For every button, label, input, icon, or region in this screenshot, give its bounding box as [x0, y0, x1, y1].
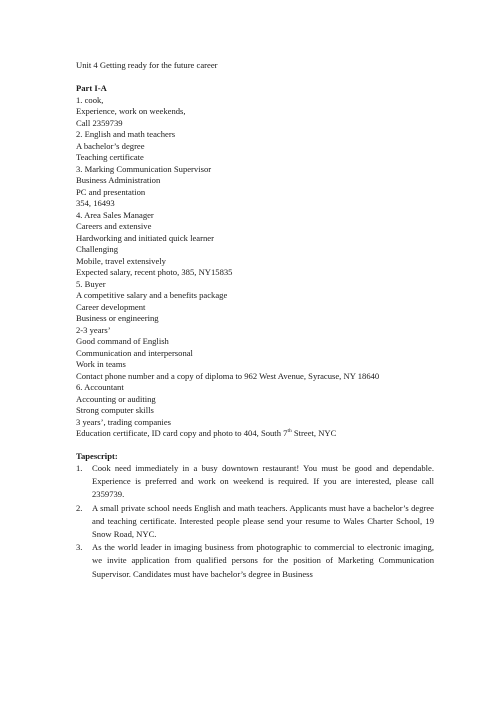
answer-line: 6. Accountant [76, 382, 124, 392]
document-title: Unit 4 Getting ready for the future career [76, 60, 218, 70]
tapescript-heading: Tapescript: [76, 450, 118, 461]
part-heading: Part I-A [76, 83, 107, 93]
answer-line: Hardworking and initiated quick learner [76, 232, 214, 243]
answer-line: PC and presentation [76, 186, 146, 197]
spacer [76, 72, 434, 84]
answer-line: Mobile, travel extensively [76, 255, 166, 266]
answer-line: 3. Marking Communication Supervisor [76, 163, 212, 174]
tapescript-text: As the world leader in imaging business from photographic to commercial to electronic imaging, we invite application from qualified persons for the position of Marketing Communication Supervisor. Candidates must have bachelor’s degree in Business [92, 542, 434, 579]
answer-line: 1. cook, [76, 94, 104, 105]
answer-list [76, 95, 434, 429]
answer-line: Teaching certificate [76, 152, 144, 162]
answer-line: A competitive salary and a benefits package [76, 290, 228, 300]
answer-line: Communication and interpersonal [76, 347, 193, 358]
answer-line: Business or engineering [76, 313, 159, 323]
answer-line: Contact phone number and a copy of diploma to 962 West Avenue, Syracuse, NY 18640 [76, 370, 380, 381]
answer-line: 4. Area Sales Manager [76, 209, 154, 220]
answer-line: Call 2359739 [76, 117, 123, 128]
answer-line: Good command of English [76, 336, 169, 346]
answer-line: 354, 16493 [76, 198, 115, 208]
tapescript-number: 3. [76, 542, 83, 553]
answer-line: 5. Buyer [76, 278, 106, 289]
tapescript-number: 1. [76, 463, 83, 473]
answer-line: Accounting or auditing [76, 393, 156, 404]
tapescript-list [76, 462, 434, 581]
tapescript-text: Cook need immediately in a busy downtown restaurant! You must be good and dependable. Experience is preferred and work on weekend is required. If you are interested, please call 2359739. [92, 463, 434, 500]
answer-line: Career development [76, 301, 146, 312]
answer-line: 2. English and math teachers [76, 129, 176, 139]
answer-line: A bachelor’s degree [76, 140, 145, 151]
answer-line: Challenging [76, 244, 119, 254]
answer-line: Careers and extensive [76, 221, 152, 231]
answer-line-text: Education certificate, ID card copy and photo to 404, South 7 [76, 428, 288, 438]
tapescript-item [76, 541, 434, 581]
tapescript-number: 2. [76, 502, 83, 513]
answer-line: Strong computer skills [76, 405, 154, 415]
answer-line: Business Administration [76, 175, 161, 185]
answer-line: Work in teams [76, 359, 126, 369]
tapescript-text: A small private school needs English and math teachers. Applicants must have a bachelor’s degree and teaching certificate. Interested people please send your resume to Wales Charter School, 19 Snow Road, NYC. [92, 502, 434, 540]
superscript: th [287, 428, 292, 435]
tapescript-item [76, 462, 434, 502]
tapescript-item [76, 502, 434, 542]
answer-line: 3 years’, trading companies [76, 416, 171, 427]
answer-line [76, 428, 434, 440]
answer-line: Experience, work on weekends, [76, 106, 186, 116]
answer-line: 2-3 years’ [76, 324, 111, 335]
answer-line-text: Street, NYC [291, 428, 337, 438]
answer-line: Expected salary, recent photo, 385, NY15835 [76, 267, 233, 277]
